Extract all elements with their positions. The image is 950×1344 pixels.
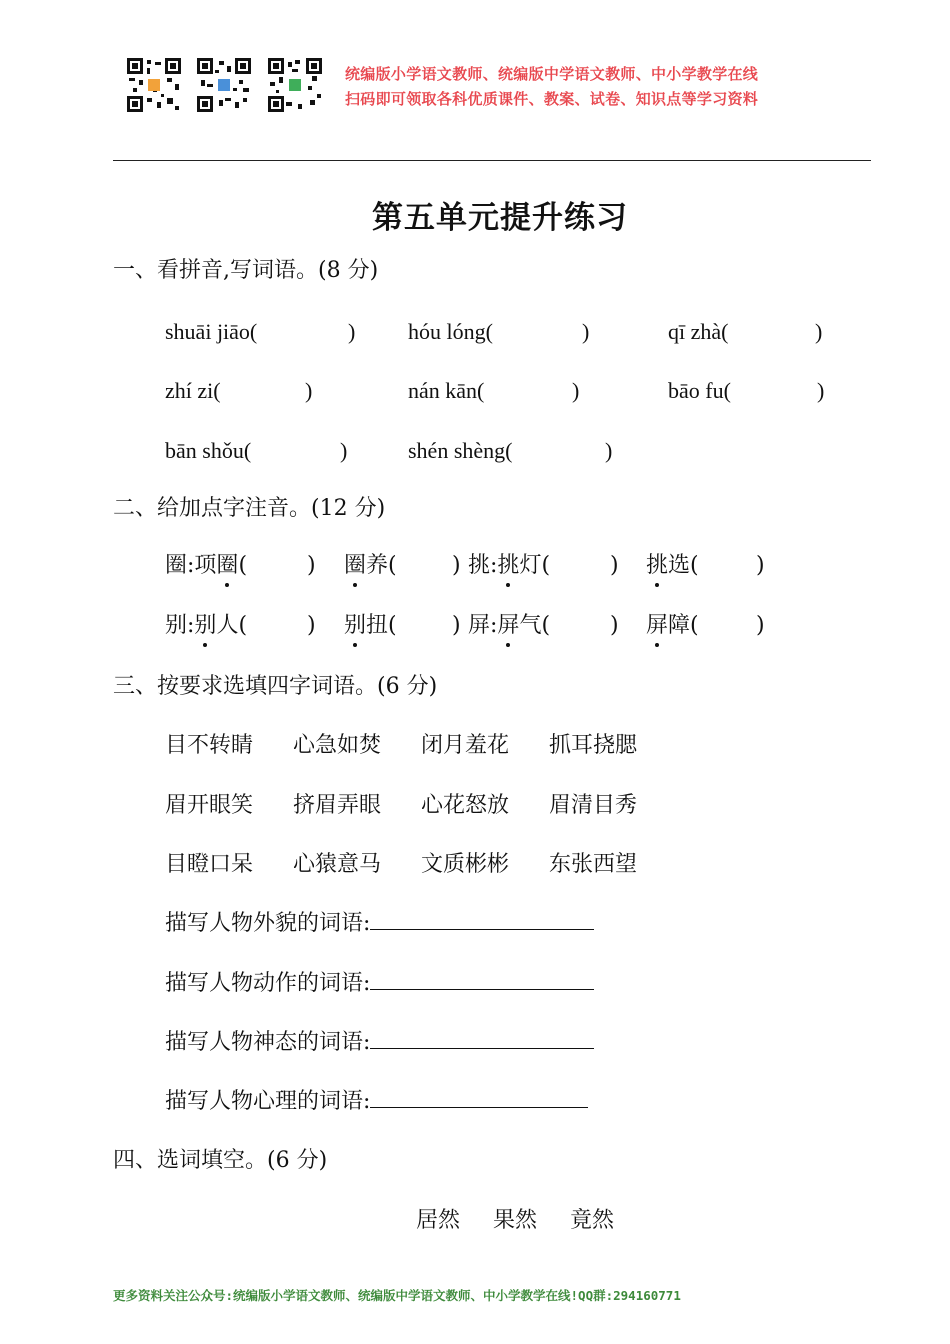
idiom-word: 心猿意马 — [293, 852, 382, 877]
annotate-row-1: 圈:项圈( — [165, 551, 247, 581]
section2-heading: 二、给加点字注音。(12 分) — [113, 496, 386, 521]
option-word: 果然 — [493, 1208, 538, 1233]
banner-line-1: 统编版小学语文教师、统编版中学语文教师、中小学教学在线 — [345, 65, 759, 83]
footer-note: 更多资料关注公众号:统编版小学语文教师、统编版中学语文教师、中小学教学在线!QQ群:294160771 — [113, 1288, 681, 1303]
idiom-word: 心花怒放 — [421, 793, 510, 818]
page-title: 第五单元提升练习 — [372, 200, 628, 236]
pinyin-item-4: zhí zi( ) — [165, 378, 313, 403]
idiom-word: 文质彬彬 — [421, 852, 510, 877]
prompt-psychology: 描写人物心理的词语: — [165, 1087, 588, 1117]
idiom-word: 目不转睛 — [165, 733, 254, 758]
annotate-item: 圈养( — [344, 551, 397, 581]
qr-code-1 — [127, 58, 181, 112]
paren-close: ) — [307, 553, 316, 578]
paren-close: ) — [452, 553, 461, 578]
annotate-item: 别扭( — [344, 611, 397, 641]
annotate-item: 屏:屏气( — [468, 611, 550, 641]
prompt-expression: 描写人物神态的词语: — [165, 1028, 594, 1058]
idiom-word: 抓耳挠腮 — [549, 733, 638, 758]
pinyin-item-6: bāo fu( ) — [668, 378, 825, 403]
section3-heading: 三、按要求选填四字词语。(6 分) — [113, 674, 438, 699]
pinyin-item-8: shén shèng( ) — [408, 438, 613, 463]
answer-blank[interactable] — [370, 1087, 588, 1108]
idiom-word: 眉清目秀 — [549, 793, 638, 818]
annotate-row-2: 别:别人( — [165, 611, 247, 641]
pinyin-item-7: bān shǒu( ) — [165, 438, 348, 463]
annotate-item: 挑选( — [646, 551, 699, 581]
qr-code-2 — [197, 58, 251, 112]
paren-close: ) — [452, 613, 461, 638]
idiom-word: 闭月羞花 — [421, 733, 510, 758]
idiom-word: 眉开眼笑 — [165, 793, 254, 818]
prompt-appearance: 描写人物外貌的词语: — [165, 909, 594, 939]
section1-heading: 一、看拼音,写词语。(8 分) — [113, 258, 379, 283]
section4-heading: 四、选词填空。(6 分) — [113, 1148, 328, 1173]
annotate-item: 挑:挑灯( — [468, 551, 550, 581]
idiom-word: 心急如焚 — [293, 733, 382, 758]
paren-close: ) — [756, 613, 765, 638]
pinyin-item-1: shuāi jiāo( ) — [165, 319, 356, 344]
option-word: 居然 — [416, 1208, 461, 1233]
header-divider — [113, 160, 871, 161]
answer-blank[interactable] — [370, 969, 594, 990]
prompt-action: 描写人物动作的词语: — [165, 969, 594, 999]
pinyin-item-2: hóu lóng( ) — [408, 319, 590, 344]
qr-code-3 — [268, 58, 322, 112]
paren-close: ) — [610, 613, 619, 638]
annotate-item: 屏障( — [646, 611, 699, 641]
idiom-word: 目瞪口呆 — [165, 852, 254, 877]
option-word: 竟然 — [570, 1208, 615, 1233]
paren-close: ) — [756, 553, 765, 578]
pinyin-item-5: nán kān( ) — [408, 378, 580, 403]
idiom-word: 东张西望 — [549, 852, 638, 877]
paren-close: ) — [610, 553, 619, 578]
paren-close: ) — [307, 613, 316, 638]
idiom-word: 挤眉弄眼 — [293, 793, 382, 818]
answer-blank[interactable] — [370, 1028, 594, 1049]
banner-line-2: 扫码即可领取各科优质课件、教案、试卷、知识点等学习资料 — [345, 90, 759, 108]
answer-blank[interactable] — [370, 909, 594, 930]
pinyin-item-3: qī zhà( ) — [668, 319, 823, 344]
